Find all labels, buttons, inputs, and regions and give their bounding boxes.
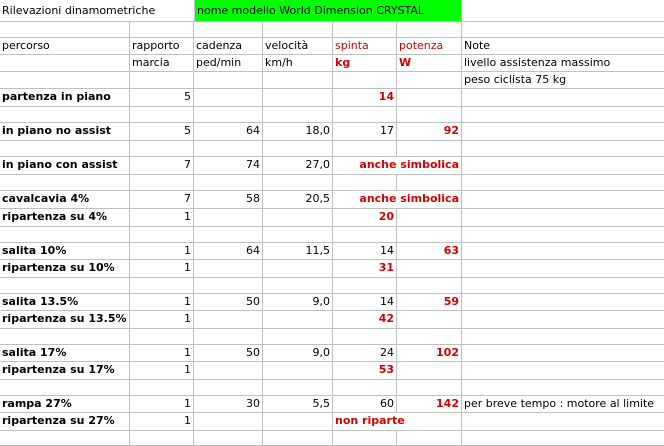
gear-value[interactable]: 1: [130, 345, 194, 362]
gear-value[interactable]: 7: [130, 191, 194, 209]
empty-cell[interactable]: [194, 72, 263, 89]
empty-cell[interactable]: [333, 22, 397, 38]
spinta-value[interactable]: anche simbolica: [333, 191, 462, 209]
empty-cell[interactable]: [130, 141, 194, 157]
speed-value[interactable]: [263, 413, 333, 431]
empty-cell[interactable]: [462, 22, 664, 38]
speed-value[interactable]: [263, 209, 333, 227]
spinta-value[interactable]: 14: [333, 89, 397, 107]
empty-cell[interactable]: [263, 72, 333, 89]
empty-cell[interactable]: [397, 278, 462, 294]
cadence-value[interactable]: 74: [194, 157, 263, 175]
note-value[interactable]: [462, 362, 664, 380]
table-row: [0, 311, 664, 329]
empty-cell[interactable]: [130, 72, 194, 89]
header-percorso[interactable]: percorso: [0, 38, 130, 55]
empty-cell[interactable]: [263, 22, 333, 38]
empty-cell[interactable]: [263, 380, 333, 396]
empty-cell[interactable]: [0, 278, 130, 294]
empty-cell[interactable]: [397, 380, 462, 396]
empty-cell[interactable]: [130, 175, 194, 191]
empty-cell[interactable]: [462, 329, 664, 345]
note-peso[interactable]: peso ciclista 75 kg: [462, 72, 664, 89]
empty-cell[interactable]: [333, 141, 397, 157]
gear-value[interactable]: 1: [130, 311, 194, 329]
empty-cell[interactable]: [333, 72, 397, 89]
note-value[interactable]: [462, 243, 664, 260]
cadence-value[interactable]: 64: [194, 123, 263, 141]
table-row: [0, 362, 664, 380]
empty-cell[interactable]: [0, 329, 130, 345]
gear-value[interactable]: 7: [130, 157, 194, 175]
unit-w[interactable]: W: [397, 55, 462, 72]
note-value[interactable]: [462, 294, 664, 311]
table-row: [0, 260, 664, 278]
note-value[interactable]: [462, 209, 664, 227]
spinta-value[interactable]: 31: [333, 260, 397, 278]
cadence-value[interactable]: [194, 362, 263, 380]
unit-kg[interactable]: kg: [333, 55, 397, 72]
empty-cell[interactable]: [130, 380, 194, 396]
blank-row: [0, 329, 664, 345]
empty-cell[interactable]: [130, 329, 194, 345]
row-label[interactable]: ripartenza su 4%: [0, 209, 130, 227]
cadence-value[interactable]: [194, 260, 263, 278]
note-value[interactable]: [462, 413, 664, 431]
row-label[interactable]: ripartenza su 10%: [0, 260, 130, 278]
note-value[interactable]: [462, 157, 664, 175]
spinta-value[interactable]: 53: [333, 362, 397, 380]
empty-cell[interactable]: [194, 22, 263, 38]
gear-value[interactable]: 5: [130, 123, 194, 141]
empty-cell[interactable]: [194, 107, 263, 123]
blank-row: [0, 380, 664, 396]
table-row: [0, 243, 664, 260]
potenza-value[interactable]: [397, 260, 462, 278]
cadence-value[interactable]: [194, 413, 263, 431]
empty-cell[interactable]: [333, 175, 397, 191]
row-label[interactable]: cavalcavia 4%: [0, 191, 130, 209]
empty-cell[interactable]: [130, 278, 194, 294]
empty-cell[interactable]: [130, 107, 194, 123]
empty-cell[interactable]: [397, 22, 462, 38]
empty-cell[interactable]: [462, 380, 664, 396]
blank-row: [0, 141, 664, 157]
empty-cell[interactable]: [462, 431, 664, 446]
spinta-value[interactable]: 14: [333, 243, 397, 260]
gear-value[interactable]: 1: [130, 294, 194, 311]
empty-cell[interactable]: [333, 278, 397, 294]
table-row: [0, 413, 664, 431]
empty-cell[interactable]: [263, 227, 333, 243]
empty-cell[interactable]: [333, 227, 397, 243]
empty-cell[interactable]: [0, 107, 130, 123]
speed-value[interactable]: [263, 311, 333, 329]
unit-kmh[interactable]: km/h: [263, 55, 333, 72]
cadence-value[interactable]: 50: [194, 294, 263, 311]
table-row: [0, 191, 664, 209]
empty-cell[interactable]: [0, 141, 130, 157]
empty-cell[interactable]: [333, 107, 397, 123]
empty-cell[interactable]: [194, 278, 263, 294]
speed-value[interactable]: [263, 89, 333, 107]
table-row: [0, 209, 664, 227]
gear-value[interactable]: 1: [130, 260, 194, 278]
empty-cell[interactable]: [130, 0, 194, 22]
row-label[interactable]: salita 10%: [0, 243, 130, 260]
potenza-value[interactable]: 59: [397, 294, 462, 311]
empty-cell[interactable]: [130, 22, 194, 38]
speed-value[interactable]: 27,0: [263, 157, 333, 175]
note-assistenza[interactable]: livello assistenza massimo: [462, 55, 664, 72]
potenza-value[interactable]: [397, 209, 462, 227]
blank-row: [0, 227, 664, 243]
note-value[interactable]: [462, 191, 664, 209]
spinta-value[interactable]: non riparte: [333, 413, 462, 431]
empty-cell[interactable]: [0, 55, 130, 72]
cadence-value[interactable]: [194, 209, 263, 227]
gear-value[interactable]: 1: [130, 396, 194, 413]
header-potenza[interactable]: potenza: [397, 38, 462, 55]
empty-cell[interactable]: [397, 175, 462, 191]
empty-cell[interactable]: [0, 227, 130, 243]
speed-value[interactable]: 9,0: [263, 345, 333, 362]
header-rapporto[interactable]: rapporto: [130, 38, 194, 55]
spinta-value[interactable]: 20: [333, 209, 397, 227]
spinta-value[interactable]: 17: [333, 123, 397, 141]
blank-row: [0, 107, 664, 123]
empty-cell[interactable]: [397, 431, 462, 446]
header-velocita[interactable]: velocità: [263, 38, 333, 55]
speed-value[interactable]: [263, 260, 333, 278]
empty-cell[interactable]: [0, 175, 130, 191]
speed-value[interactable]: 5,5: [263, 396, 333, 413]
empty-cell[interactable]: [462, 227, 664, 243]
potenza-value[interactable]: [397, 362, 462, 380]
potenza-value[interactable]: 92: [397, 123, 462, 141]
empty-cell[interactable]: [194, 141, 263, 157]
empty-cell[interactable]: [194, 227, 263, 243]
potenza-value[interactable]: 63: [397, 243, 462, 260]
cadence-value[interactable]: 30: [194, 396, 263, 413]
title-row: [0, 0, 664, 22]
row-label[interactable]: ripartenza su 17%: [0, 362, 130, 380]
speed-value[interactable]: 20,5: [263, 191, 333, 209]
speed-value[interactable]: [263, 362, 333, 380]
cadence-value[interactable]: 64: [194, 243, 263, 260]
gear-value[interactable]: 1: [130, 362, 194, 380]
empty-cell[interactable]: [263, 107, 333, 123]
empty-cell[interactable]: [397, 107, 462, 123]
row-label[interactable]: ripartenza su 27%: [0, 413, 130, 431]
spinta-value[interactable]: 60: [333, 396, 397, 413]
empty-cell[interactable]: [333, 380, 397, 396]
table-row: [0, 345, 664, 362]
empty-cell[interactable]: [333, 329, 397, 345]
title-cell[interactable]: Rilevazioni dinamometriche: [0, 0, 130, 22]
cadence-value[interactable]: 58: [194, 191, 263, 209]
empty-cell[interactable]: [397, 141, 462, 157]
blank-row: [0, 22, 664, 38]
speed-value[interactable]: 11,5: [263, 243, 333, 260]
empty-cell[interactable]: [263, 329, 333, 345]
header-cadenza[interactable]: cadenza: [194, 38, 263, 55]
speed-value[interactable]: 9,0: [263, 294, 333, 311]
table-row: [0, 294, 664, 311]
blank-row: [0, 431, 664, 446]
gear-value[interactable]: 1: [130, 243, 194, 260]
note-value[interactable]: [462, 89, 664, 107]
gear-value[interactable]: 5: [130, 89, 194, 107]
empty-cell[interactable]: [194, 329, 263, 345]
empty-cell[interactable]: [0, 22, 130, 38]
row-label[interactable]: partenza in piano: [0, 89, 130, 107]
header-extra-row: [0, 72, 664, 89]
model-name-cell[interactable]: nome modello World Dimension CRYSTAL: [194, 0, 462, 22]
empty-cell[interactable]: [0, 72, 130, 89]
blank-row: [0, 278, 664, 294]
potenza-value[interactable]: [397, 311, 462, 329]
table-row: [0, 396, 664, 413]
empty-cell[interactable]: [462, 0, 664, 22]
cadence-value[interactable]: [194, 89, 263, 107]
empty-cell[interactable]: [397, 227, 462, 243]
note-value[interactable]: [462, 123, 664, 141]
spinta-value[interactable]: anche simbolica: [333, 157, 462, 175]
note-value[interactable]: [462, 345, 664, 362]
speed-value[interactable]: 18,0: [263, 123, 333, 141]
note-value[interactable]: [462, 311, 664, 329]
row-label[interactable]: in piano con assist: [0, 157, 130, 175]
empty-cell[interactable]: [194, 175, 263, 191]
empty-cell[interactable]: [130, 227, 194, 243]
empty-cell[interactable]: [194, 431, 263, 446]
empty-cell[interactable]: [462, 175, 664, 191]
empty-cell[interactable]: [333, 431, 397, 446]
spinta-value[interactable]: 42: [333, 311, 397, 329]
empty-cell[interactable]: [263, 278, 333, 294]
note-value[interactable]: per breve tempo : motore al limite: [462, 396, 664, 413]
empty-cell[interactable]: [462, 107, 664, 123]
empty-cell[interactable]: [263, 431, 333, 446]
potenza-value[interactable]: [397, 89, 462, 107]
row-label[interactable]: ripartenza su 13.5%: [0, 311, 130, 329]
header-row: [0, 38, 664, 55]
empty-cell[interactable]: [397, 329, 462, 345]
cadence-value[interactable]: [194, 311, 263, 329]
row-label[interactable]: salita 13.5%: [0, 294, 130, 311]
empty-cell[interactable]: [194, 380, 263, 396]
empty-cell[interactable]: [263, 175, 333, 191]
empty-cell[interactable]: [0, 380, 130, 396]
empty-cell[interactable]: [263, 141, 333, 157]
empty-cell[interactable]: [0, 431, 130, 446]
header-units-row: [0, 55, 664, 72]
row-label[interactable]: rampa 27%: [0, 396, 130, 413]
spinta-value[interactable]: 14: [333, 294, 397, 311]
cadence-value[interactable]: 50: [194, 345, 263, 362]
unit-pedmin[interactable]: ped/min: [194, 55, 263, 72]
empty-cell[interactable]: [462, 278, 664, 294]
empty-cell[interactable]: [462, 141, 664, 157]
gear-value[interactable]: 1: [130, 209, 194, 227]
empty-cell[interactable]: [130, 431, 194, 446]
header-spinta[interactable]: spinta: [333, 38, 397, 55]
blank-row: [0, 175, 664, 191]
table-row: [0, 157, 664, 175]
potenza-value[interactable]: 102: [397, 345, 462, 362]
note-value[interactable]: [462, 260, 664, 278]
table-row: [0, 123, 664, 141]
unit-marcia[interactable]: marcia: [130, 55, 194, 72]
spinta-value[interactable]: 24: [333, 345, 397, 362]
empty-cell[interactable]: [397, 72, 462, 89]
row-label[interactable]: in piano no assist: [0, 123, 130, 141]
table-row: [0, 89, 664, 107]
gear-value[interactable]: 1: [130, 413, 194, 431]
header-note[interactable]: Note: [462, 38, 664, 55]
row-label[interactable]: salita 17%: [0, 345, 130, 362]
potenza-value[interactable]: 142: [397, 396, 462, 413]
